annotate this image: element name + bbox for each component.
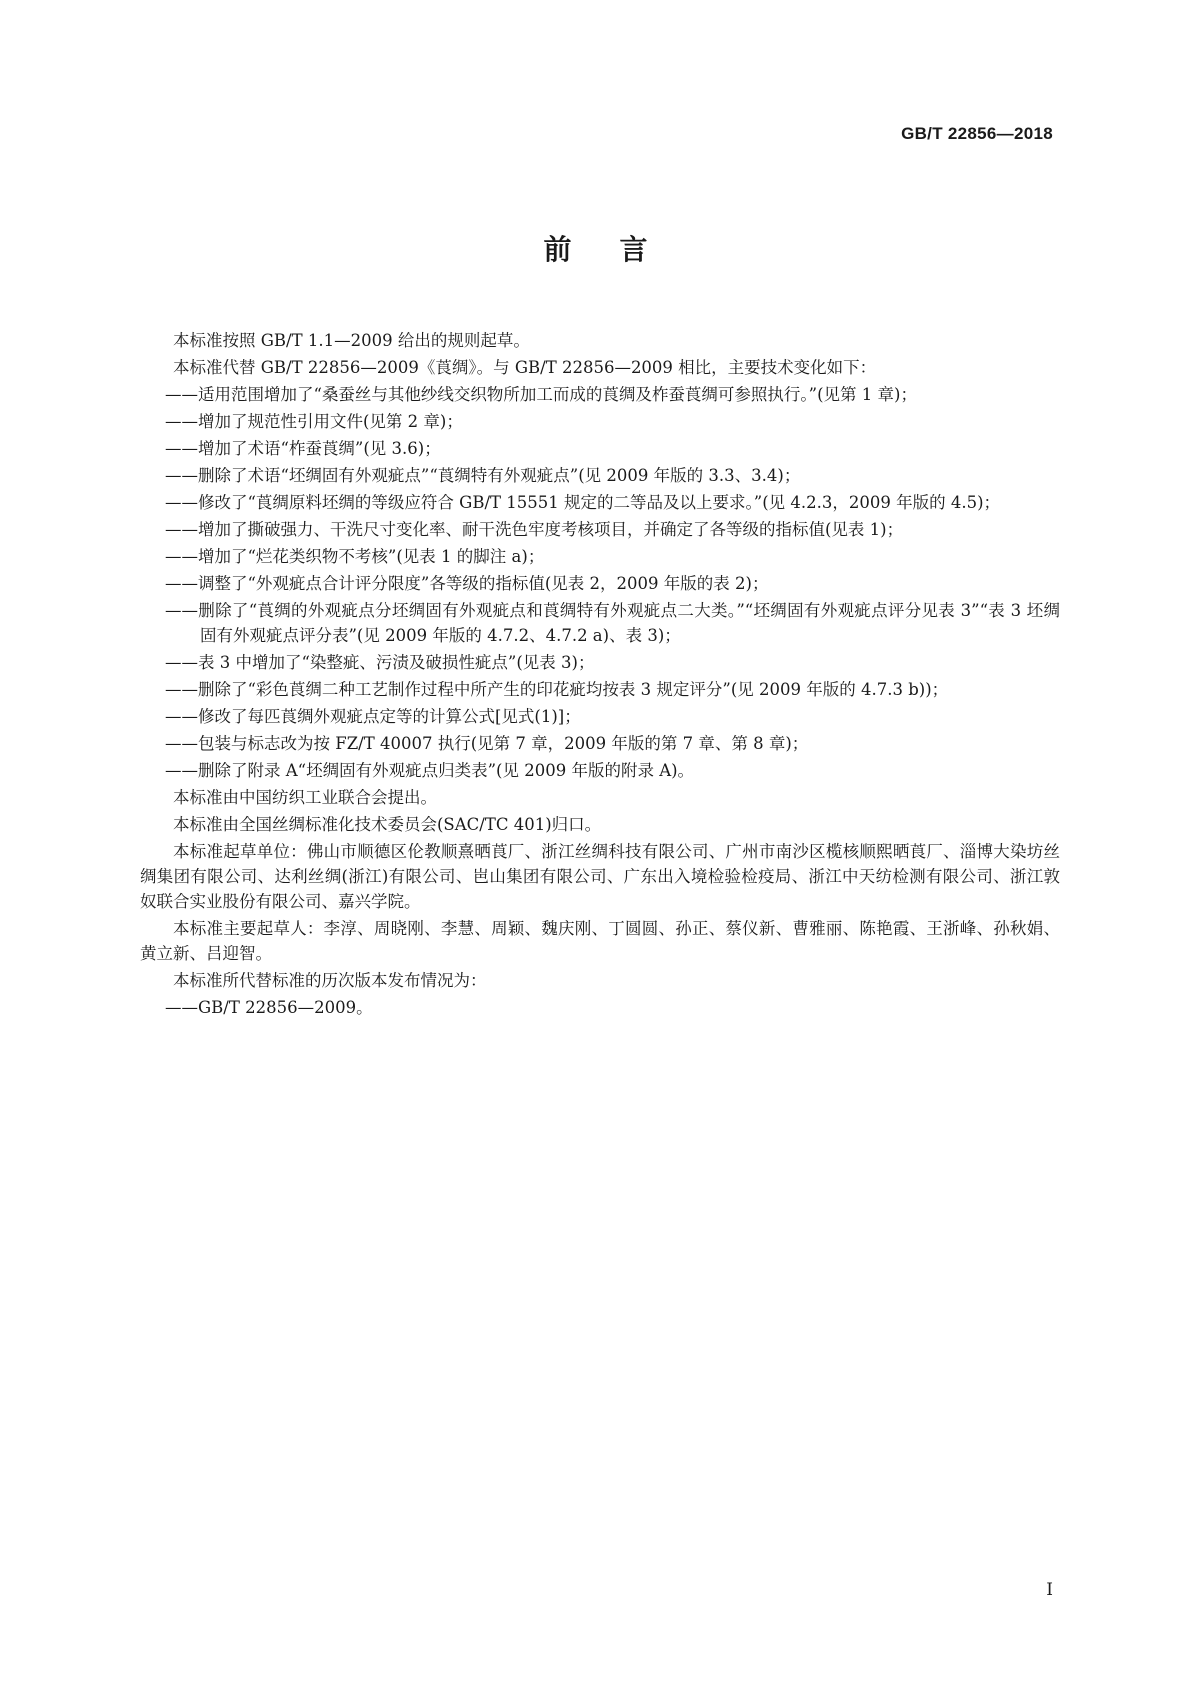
change-item: ——适用范围增加了“桑蚕丝与其他纱线交织物所加工而成的莨绸及柞蚕莨绸可参照执行。”(见第 1 章)；: [165, 385, 917, 404]
change-item: ——删除了“莨绸的外观疵点分坯绸固有外观疵点和莨绸特有外观疵点二大类。”“坯绸固有外观疵点评分见表 3”“表 3 坯绸固有外观疵点评分表”(见 2009 年版的 4.7.2、4.7.2 a)、表 3)；: [165, 601, 1060, 645]
paragraph-replacement: 本标准代替 GB/T 22856—2009《莨绸》。与 GB/T 22856—2009 相比，主要技术变化如下：: [173, 358, 877, 377]
change-item: ——修改了每匹莨绸外观疵点定等的计算公式[见式(1)]；: [165, 707, 581, 726]
change-item: ——表 3 中增加了“染整疵、污渍及破损性疵点”(见表 3)；: [165, 653, 595, 672]
change-item: ——包装与标志改为按 FZ/T 40007 执行(见第 7 章，2009 年版的第 7 章、第 8 章)；: [165, 734, 809, 753]
paragraph-proposer: 本标准由中国纺织工业联合会提出。: [173, 788, 437, 807]
change-item: ——删除了附录 A“坯绸固有外观疵点归类表”(见 2009 年版的附录 A)。: [165, 761, 695, 780]
paragraph-drafting-rules: 本标准按照 GB/T 1.1—2009 给出的规则起草。: [173, 331, 530, 350]
change-item: ——增加了“烂花类织物不考核”(见表 1 的脚注 a)；: [165, 547, 545, 566]
paragraph-drafting-units: 本标准起草单位：佛山市顺德区伦教顺熹晒莨厂、浙江丝绸科技有限公司、广州市南沙区榄核顺熙晒莨厂、淄博大染坊丝绸集团有限公司、达利丝绸(浙江)有限公司、岜山集团有限公司、广东出入境检验检疫局、浙江中天纺检测有限公司、浙江敦奴联合实业股份有限公司、嘉兴学院。: [140, 842, 1060, 911]
paragraph-history-intro: 本标准所代替标准的历次版本发布情况为：: [173, 971, 487, 990]
history-item: ——GB/T 22856—2009。: [165, 998, 373, 1017]
change-item: ——删除了术语“坯绸固有外观疵点”“莨绸特有外观疵点”(见 2009 年版的 3.3、3.4)；: [165, 466, 801, 485]
change-item: ——增加了术语“柞蚕莨绸”(见 3.6)；: [165, 439, 441, 458]
paragraph-committee: 本标准由全国丝绸标准化技术委员会(SAC/TC 401)归口。: [173, 815, 602, 834]
change-item: ——删除了“彩色莨绸二种工艺制作过程中所产生的印花疵均按表 3 规定评分”(见 2009 年版的 4.7.3 b))；: [165, 680, 949, 699]
foreword-body: [140, 328, 1060, 1022]
page-number: I: [1046, 1580, 1053, 1600]
paragraph-drafters: 本标准主要起草人：李淳、周晓刚、李慧、周颖、魏庆刚、丁圆圆、孙正、蔡仪新、曹雅丽、陈艳霞、王浙峰、孙秋娟、黄立新、吕迎智。: [140, 919, 1060, 963]
standard-code: GB/T 22856—2018: [901, 124, 1053, 143]
change-item: ——调整了“外观疵点合计评分限度”各等级的指标值(见表 2，2009 年版的表 2)；: [165, 574, 769, 593]
change-item: ——修改了“莨绸原料坯绸的等级应符合 GB/T 15551 规定的二等品及以上要求。”(见 4.2.3，2009 年版的 4.5)；: [165, 493, 1001, 512]
change-item: ——增加了规范性引用文件(见第 2 章)；: [165, 412, 463, 431]
change-item: ——增加了撕破强力、干洗尺寸变化率、耐干洗色牢度考核项目，并确定了各等级的指标值(见表 1)；: [165, 520, 904, 539]
page-title: 前言: [543, 233, 696, 266]
